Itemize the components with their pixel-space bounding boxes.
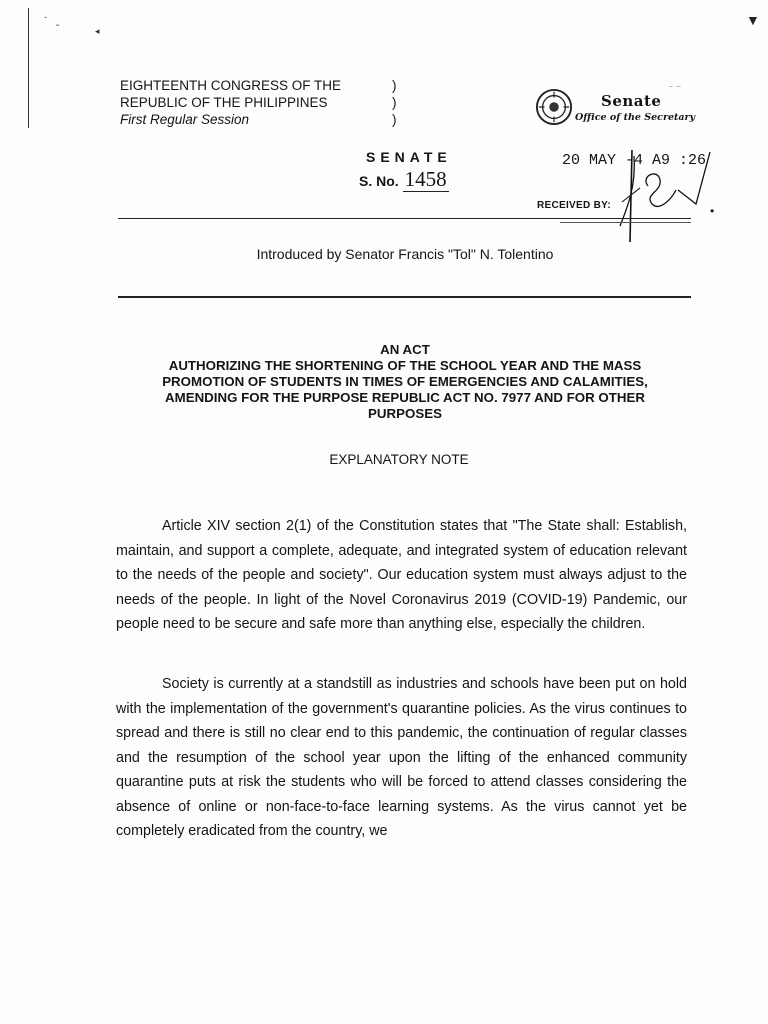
margin-mark: -	[44, 12, 47, 22]
flourish-mark: ⁻ ⁻	[668, 84, 682, 95]
header-divider-short	[560, 222, 691, 223]
congress-line: EIGHTEENTH CONGRESS OF THE	[120, 78, 342, 93]
act-title	[110, 342, 700, 422]
act-title-line: PURPOSES	[368, 406, 442, 421]
paragraph-text: Society is currently at a standstill as industries and schools have been put on hold with the implementation of the government's quarantine policies. As the virus continues to spread and there is still no clear end to this pandemic, the continuation of regular classes and the resumption of the school year upon the lifting of the enhanced community quarantine puts at risk the students who will be forced to attend classes considering the absence of online or non-face-to-face learning systems. As the virus cannot yet be completely eradicated from the country, we	[116, 676, 687, 839]
act-title-line: PROMOTION OF STUDENTS IN TIMES OF EMERGENCIES AND CALAMITIES,	[162, 374, 648, 389]
paren-column	[392, 77, 397, 128]
body-paragraph	[116, 514, 687, 637]
senate-label: SENATE	[366, 149, 452, 165]
act-title-line: AUTHORIZING THE SHORTENING OF THE SCHOOL YEAR AND THE MASS	[168, 358, 642, 373]
paragraph-text: Article XIV section 2(1) of the Constitution states that "The State shall: Establish, maintain, and support a complete, adequate, and integrated system of education relevant to the needs of the people and society". Our education system must always adjust to the needs of the people. In light of the Novel Coronavirus 2019 (COVID-19) Pandemic, our people need to be secure and safe more than anything else, especially the children.	[116, 518, 687, 632]
paren: )	[392, 78, 397, 93]
explanatory-note-heading: EXPLANATORY NOTE	[329, 452, 469, 467]
congress-heading	[120, 77, 341, 128]
corner-mark: ▼	[746, 12, 760, 28]
paren: )	[392, 112, 397, 127]
title-divider	[118, 296, 691, 298]
act-title-line: AMENDING FOR THE PURPOSE REPUBLIC ACT NO. 7977 AND FOR OTHER	[165, 390, 645, 405]
paren: )	[392, 95, 397, 110]
act-title-line: AN ACT	[380, 342, 430, 357]
congress-line: REPUBLIC OF THE PHILIPPINES	[120, 95, 328, 110]
session-line: First Regular Session	[120, 112, 250, 127]
received-date-stamp: 20 MAY -4 A9 :26	[562, 152, 707, 169]
margin-mark: ᵕ	[56, 20, 60, 30]
margin-rule	[28, 8, 29, 128]
bill-number-line	[359, 167, 449, 192]
body-paragraph	[116, 672, 687, 844]
introduced-by: Introduced by Senator Francis "Tol" N. Tolentino	[256, 246, 554, 262]
margin-mark: •	[710, 204, 715, 218]
received-label: RECEIVED BY:	[537, 200, 611, 211]
bill-number: 1458	[404, 167, 447, 191]
bill-prefix: S. No.	[359, 173, 399, 189]
margin-mark: ◂	[95, 26, 100, 36]
senate-seal-icon	[535, 88, 573, 126]
header-divider	[118, 218, 691, 219]
received-signature	[600, 146, 720, 246]
senate-seal-name: Senate	[601, 92, 662, 110]
senate-office-name: Office of the Secretary	[575, 112, 696, 123]
